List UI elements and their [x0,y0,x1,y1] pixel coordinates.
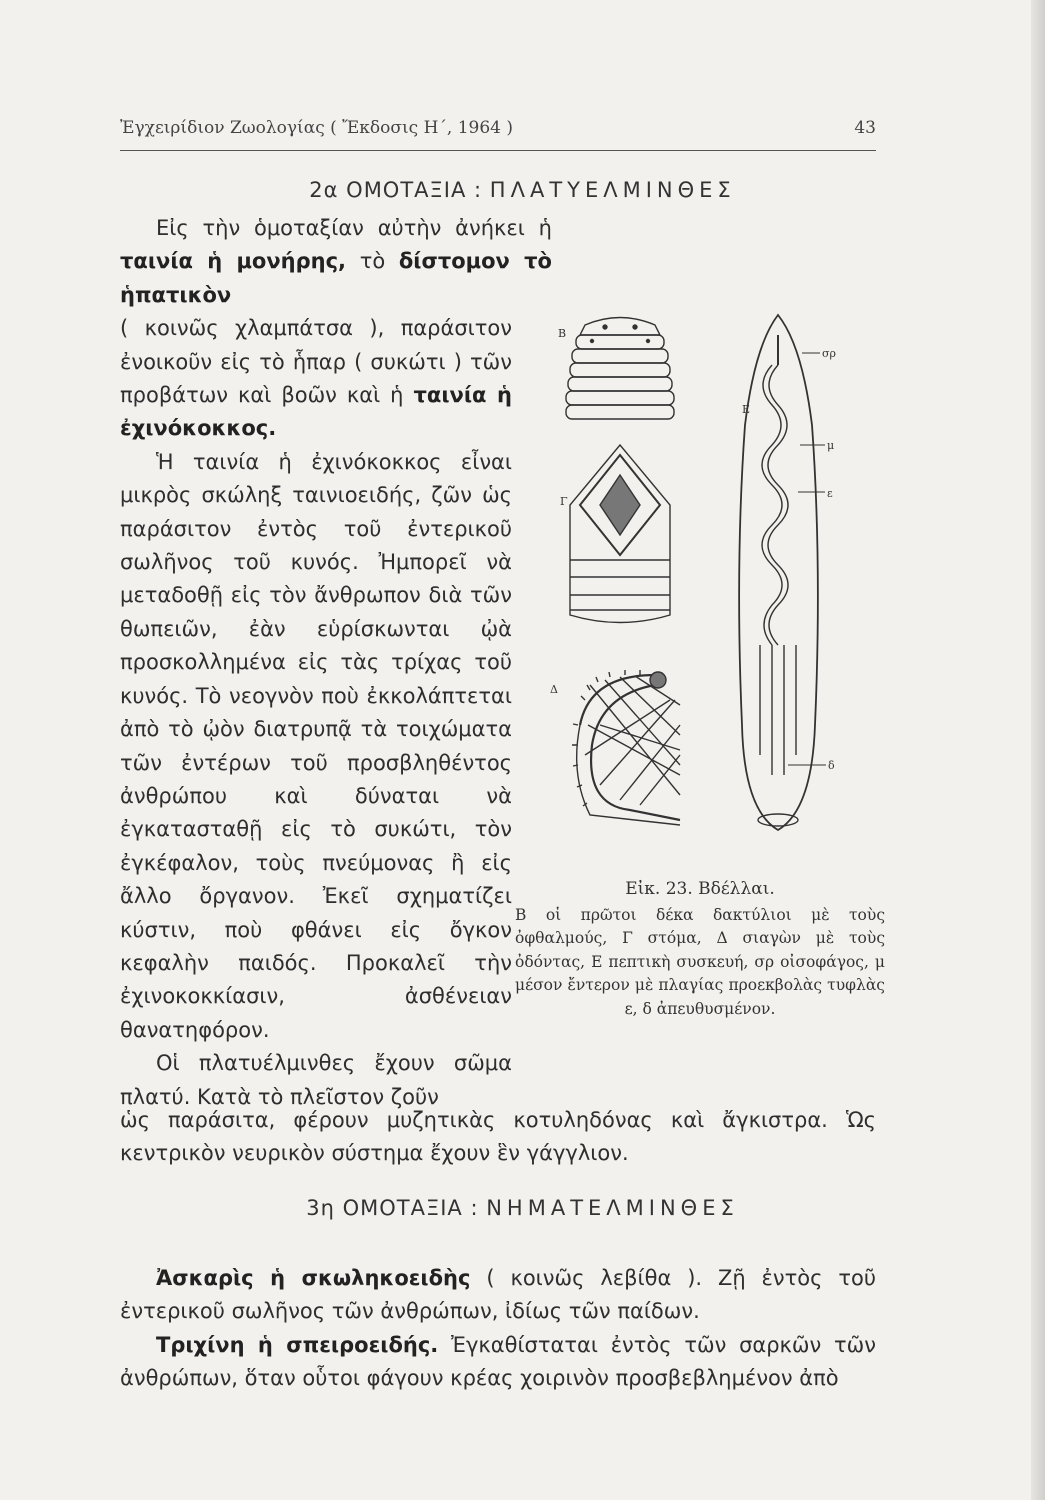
page-number: 43 [854,118,876,138]
running-head-title: Ἐγχειρίδιον Ζωολογίας ( Ἔκδοσις Η΄, 1964 ) [120,118,514,138]
figure-part-b [566,318,674,420]
paragraph-trichinella [120,1329,876,1396]
figure-caption [515,878,885,1021]
label-e: Ε [742,403,751,416]
label-e-small: ε [827,487,833,500]
p1-text-e: ( κοινῶς χλαμπάτσα ), παράσιτον ἐνοικοῦν εἰς τὸ ἧπαρ ( συκώτι ) τῶν προβάτων καὶ βοῶν καὶ ἡ [120,316,512,408]
term-trichinella: Τριχίνη ἡ σπειροειδής. [156,1332,439,1357]
ascaris-text: ( κοινῶς λεβίθα ). Ζῇ ἐντὸς τοῦ ἐντερικοῦ σωλῆνος τῶν ἀνθρώπων, ἰδίως τῶν παίδων. [120,1266,876,1324]
p1-term-taenia-solium: ταινία ἡ μονήρης, [120,249,347,274]
heading-prefix: 2α ΟΜΟΤΑΞΙΑ : [309,178,483,202]
header-rule [120,150,876,151]
p1-text-c: τὸ [359,249,386,274]
paragraph-1 [120,212,552,312]
label-g: Γ [560,495,568,508]
figure-part-d [572,670,680,825]
trichinella-text: Ἐγκαθίσταται ἐντὸς τῶν σαρκῶν τῶν ἀνθρώπων, ὅταν οὗτοι φάγουν κρέας χοιρινὸν προσβεβλημένον ἀπὸ [120,1332,876,1391]
p1-term-echinococcus: ταινία ἡ ἐχινόκοκκος. [120,383,512,441]
label-d-small: δ [828,759,835,772]
section-heading-nematodes [0,1196,1045,1220]
term-ascaris: Ἀσκαρὶς ἡ σκωληκοειδὴς [156,1266,471,1290]
heading-name: ΠΛΑΤΥΕΛΜΙΝΘΕΣ [489,178,736,202]
section-heading-platyhelminthes [0,178,1045,202]
label-d: Δ [550,683,558,696]
paragraph-2: Ἡ ταινία ἡ ἐχινόκοκκος εἶναι μικρὸς σκώληξ ταινιοειδής, ζῶν ὡς παράσιτον ἐντὸς τοῦ ἐντερικοῦ σωλῆνος τοῦ κυνός. Ἠμπορεῖ νὰ μεταδοθῇ εἰς τὸν ἄνθρωπον διὰ τῶν θωπειῶν, ἐὰν εὑρίσκωνται ᾠὰ προσκολλημένα εἰς τὰς τρίχας τοῦ κυνός. Τὸ νεογνὸν ποὺ ἐκκολάπτεται ἀπὸ τὸ ᾠὸν διατρυπᾷ τὰ τοιχώματα τῶν ἐντέρων τοῦ προσβληθέντος ἀνθρώπου καὶ δύναται νὰ ἐγκατασταθῇ εἰς τὸ συκώτι, τὸν ἐγκέφαλον, τοὺς πνεύμονας ἢ εἰς ἄλλο ὄργανον. Ἐκεῖ σχηματίζει κύστιν, ποὺ φθάνει εἰς ὄγκον κεφαλὴν παιδός. Προκαλεῖ τὴν ἐχινοκοκκίασιν, ἀσθένειαν θανατηφόρον. [120,449,512,1042]
figure-part-g [570,445,670,623]
figure-part-e [739,315,826,830]
p1-term-fasciola: δίστομον τὸ ἡπατικὸν [120,249,552,307]
paragraph-1-cont [120,312,512,446]
page-edge [1031,0,1045,1500]
p1-text-a: Εἰς τὴν ὁμοταξίαν αὐτὴν ἀνήκει ἡ [156,216,552,240]
running-head [120,118,876,138]
paragraph-ascaris [120,1262,876,1329]
heading-name-2: ΝΗΜΑΤΕΛΜΙΝΘΕΣ [486,1196,739,1220]
label-sr: σρ [822,347,836,360]
text-column [120,212,552,1114]
paragraph-3-full: ὡς παράσιτα, φέρουν μυζητικὰς κοτυληδόνας καὶ ἄγκιστρα. Ὡς κεντρικὸν νευρικὸν σύστημα ἔχουν ἓν γάγγλιον. [120,1108,876,1166]
caption-body: Β οἱ πρῶτοι δέκα δακτύλιοι μὲ τοὺς ὀφθαλμούς, Γ στόμα, Δ σιαγὼν μὲ τοὺς ὀδόντας, Ε πεπτικὴ συσκευή, σρ οἰσοφάγος, μ μέσον ἔντερον μὲ πλαγίας προεκβολὰς τυφλὰς ε, δ ἀπευθυσμένον. [515,905,885,1018]
paragraph-3: Οἱ πλατυέλμινθες ἔχουν σῶμα πλατύ. Κατὰ τὸ πλεῖστον ζοῦν [120,1051,512,1109]
leech-figure [530,305,880,845]
caption-title: Εἰκ. 23. Βδέλλαι. [625,879,775,899]
label-b: Β [558,327,567,340]
nematodes-text [120,1262,876,1396]
label-m: μ [827,439,835,452]
paragraph-3-cont [120,1104,876,1171]
heading-prefix-2: 3η ΟΜΟΤΑΞΙΑ : [306,1196,479,1220]
